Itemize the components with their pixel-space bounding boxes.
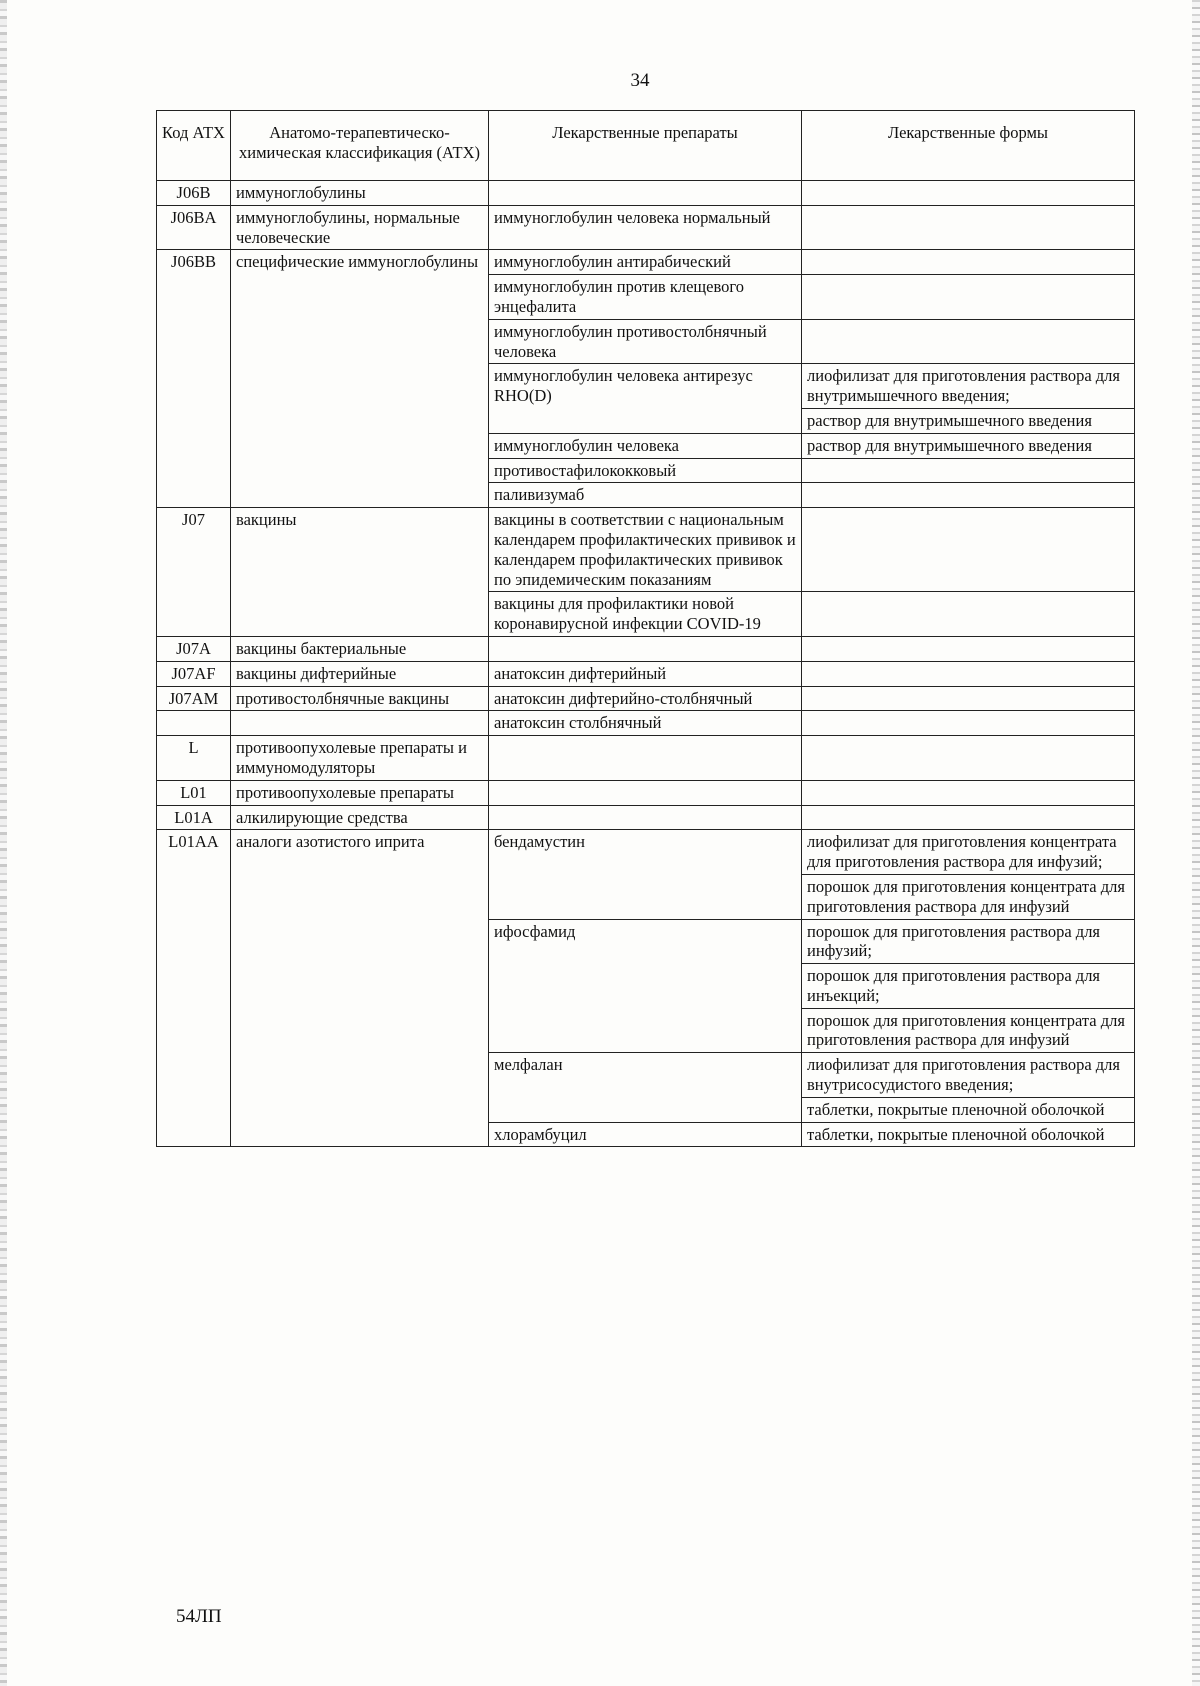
header-drugs: Лекарственные препараты [489, 111, 802, 181]
atx-code: L [157, 736, 231, 781]
form-cell: таблетки, покрытые пленочной оболочкой [802, 1122, 1135, 1147]
form-cell: лиофилизат для приготовления раствора для внутрисосудистого введения; [802, 1053, 1135, 1098]
atx-code: J06B [157, 181, 231, 206]
form-cell [802, 661, 1135, 686]
form-cell [802, 780, 1135, 805]
form-cell [802, 686, 1135, 711]
drug-cell: иммуноглобулин человека антирезус RHO(D) [489, 364, 802, 433]
table-row [157, 805, 1135, 830]
atx-name: специфические иммуноглобулины [231, 250, 489, 508]
atx-name: иммуноглобулины, нормальные человеческие [231, 205, 489, 250]
form-cell: лиофилизат для приготовления раствора для внутримышечного введения; [802, 364, 1135, 409]
table-row [157, 686, 1135, 711]
drug-cell [489, 780, 802, 805]
form-cell [802, 458, 1135, 483]
form-cell: лиофилизат для приготовления концентрата для приготовления раствора для инфузий; [802, 830, 1135, 875]
drug-cell [489, 636, 802, 661]
table-row [157, 250, 1135, 275]
table-row [157, 736, 1135, 781]
form-cell [802, 805, 1135, 830]
drug-cell [489, 805, 802, 830]
header-classification: Анатомо-терапевтическо-химическая классификация (АТХ) [231, 111, 489, 181]
drug-cell: вакцины для профилактики новой коронавирусной инфекции COVID-19 [489, 592, 802, 637]
atx-name: противоопухолевые препараты и иммуномодуляторы [231, 736, 489, 781]
form-cell: порошок для приготовления концентрата для приготовления раствора для инфузий [802, 1008, 1135, 1053]
atx-name: вакцины бактериальные [231, 636, 489, 661]
atx-name: иммуноглобулины [231, 181, 489, 206]
drug-cell: бендамустин [489, 830, 802, 919]
scan-edge-right [1192, 0, 1200, 1686]
drug-cell [489, 736, 802, 781]
drug-cell: иммуноглобулин антирабический [489, 250, 802, 275]
drug-cell: анатоксин дифтерийный [489, 661, 802, 686]
drug-cell: противостафилококковый [489, 458, 802, 483]
table-row [157, 780, 1135, 805]
atx-code: J07A [157, 636, 231, 661]
atx-code: J07AM [157, 686, 231, 711]
drug-cell: анатоксин дифтерийно-столбнячный [489, 686, 802, 711]
drug-cell: хлорамбуцил [489, 1122, 802, 1147]
form-cell: таблетки, покрытые пленочной оболочкой [802, 1097, 1135, 1122]
atx-code: L01AA [157, 830, 231, 1147]
drug-cell: иммуноглобулин человека нормальный [489, 205, 802, 250]
atx-name [231, 711, 489, 736]
atx-name: противоопухолевые препараты [231, 780, 489, 805]
form-cell: порошок для приготовления концентрата для приготовления раствора для инфузий [802, 874, 1135, 919]
form-cell [802, 319, 1135, 364]
form-cell [802, 711, 1135, 736]
drug-cell: иммуноглобулин против клещевого энцефалита [489, 275, 802, 320]
page-number: 34 [630, 70, 650, 91]
form-cell [802, 736, 1135, 781]
drug-cell [489, 181, 802, 206]
header-row [157, 111, 1135, 181]
atx-code: J06BA [157, 205, 231, 250]
form-cell [802, 508, 1135, 592]
form-cell [802, 592, 1135, 637]
atx-table [156, 110, 1135, 1147]
drug-cell: иммуноглобулин человека [489, 433, 802, 458]
atx-code: J07AF [157, 661, 231, 686]
form-cell [802, 483, 1135, 508]
form-cell: порошок для приготовления раствора для инфузий; [802, 919, 1135, 964]
drug-cell: паливизумаб [489, 483, 802, 508]
table-row [157, 181, 1135, 206]
form-cell [802, 181, 1135, 206]
drug-cell: иммуноглобулин противостолбнячный человека [489, 319, 802, 364]
atx-name: аналоги азотистого иприта [231, 830, 489, 1147]
form-cell: порошок для приготовления раствора для инъекций; [802, 964, 1135, 1009]
drug-cell: вакцины в соответствии с национальным календарем профилактических прививок и календарем профилактических прививок по эпидемическим показаниям [489, 508, 802, 592]
atx-name: алкилирующие средства [231, 805, 489, 830]
atx-code [157, 711, 231, 736]
header-code: Код АТХ [157, 111, 231, 181]
document-code: 54ЛП [176, 1606, 222, 1627]
table-row [157, 205, 1135, 250]
table-row [157, 508, 1135, 592]
atx-code: L01A [157, 805, 231, 830]
atx-code: L01 [157, 780, 231, 805]
atx-name: вакцины [231, 508, 489, 637]
table-row [157, 830, 1135, 875]
drug-cell: ифосфамид [489, 919, 802, 1053]
drug-cell: анатоксин столбнячный [489, 711, 802, 736]
form-cell: раствор для внутримышечного введения [802, 408, 1135, 433]
table-row [157, 661, 1135, 686]
atx-code: J07 [157, 508, 231, 637]
table-row [157, 711, 1135, 736]
form-cell [802, 205, 1135, 250]
form-cell [802, 636, 1135, 661]
form-cell [802, 250, 1135, 275]
table-row [157, 636, 1135, 661]
drug-cell: мелфалан [489, 1053, 802, 1122]
form-cell: раствор для внутримышечного введения [802, 433, 1135, 458]
atx-name: противостолбнячные вакцины [231, 686, 489, 711]
atx-code: J06BB [157, 250, 231, 508]
atx-name: вакцины дифтерийные [231, 661, 489, 686]
form-cell [802, 275, 1135, 320]
scan-edge-left [0, 0, 7, 1686]
header-forms: Лекарственные формы [802, 111, 1135, 181]
